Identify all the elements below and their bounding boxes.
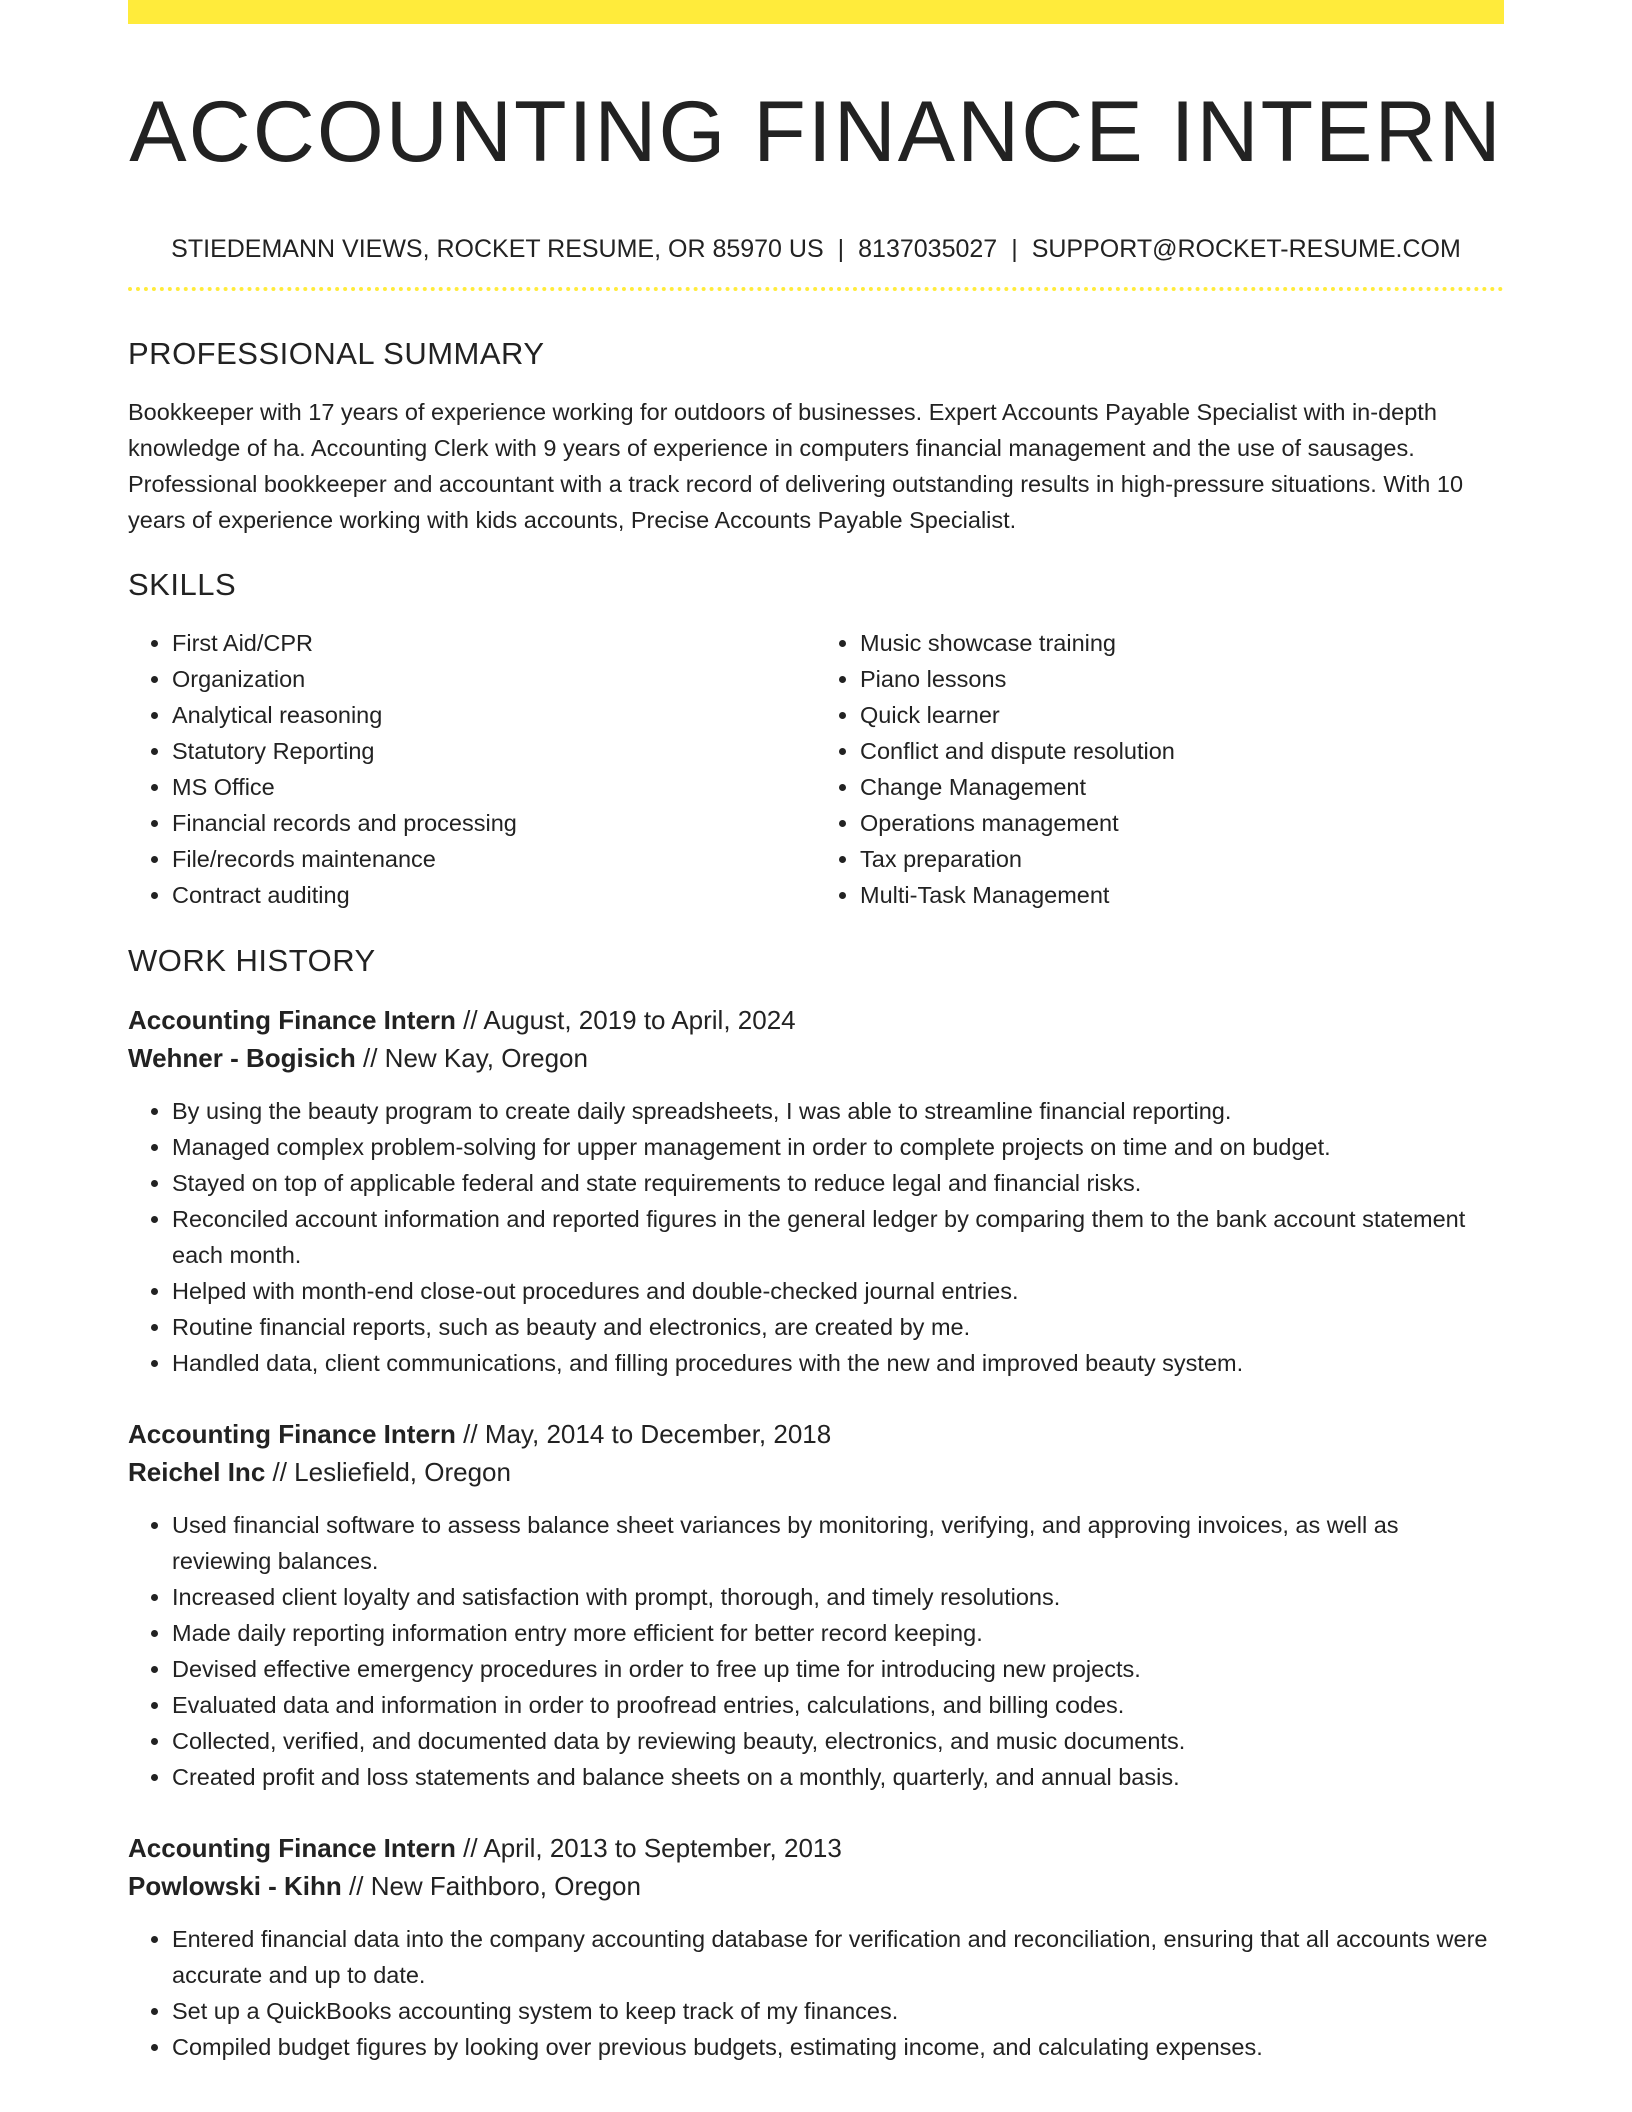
job-location: // New Kay, Oregon: [355, 1043, 588, 1073]
job-bullet-list: [128, 1093, 1504, 1381]
skills-grid: [128, 625, 1504, 913]
job-entry: [128, 1829, 1504, 2065]
job-bullet: • Handled data, client communications, and filling procedures with the new and improved beauty system.: [172, 1345, 1504, 1381]
skill-item: • MS Office: [172, 769, 816, 805]
job-bullet: • Increased client loyalty and satisfaction with prompt, thorough, and timely resolutions.: [172, 1579, 1504, 1615]
dotted-divider: [128, 287, 1504, 291]
summary-heading: PROFESSIONAL SUMMARY: [128, 336, 545, 371]
job-bullet: • Used financial software to assess balance sheet variances by monitoring, verifying, and approving invoices, as well as reviewing balances.: [172, 1507, 1504, 1579]
skill-item: • File/records maintenance: [172, 841, 816, 877]
resume-page: [128, 0, 1504, 2065]
skill-item: • Quick learner: [860, 697, 1504, 733]
job-bullet: • Made daily reporting information entry more efficient for better record keeping.: [172, 1615, 1504, 1651]
job-bullet-list: [128, 1507, 1504, 1795]
top-accent-bar: [128, 0, 1504, 24]
job-company: Reichel Inc: [128, 1457, 266, 1487]
skill-item: • Financial records and processing: [172, 805, 816, 841]
job-role: Accounting Finance Intern: [128, 1005, 456, 1035]
job-role: Accounting Finance Intern: [128, 1419, 456, 1449]
job-role: Accounting Finance Intern: [128, 1833, 456, 1863]
skill-item: • Analytical reasoning: [172, 697, 816, 733]
contact-email[interactable]: SUPPORT@ROCKET-RESUME.COM: [1031, 235, 1461, 263]
contact-phone[interactable]: 8137035027: [858, 235, 998, 263]
skills-left-column: [128, 625, 816, 913]
job-dates: // August, 2019 to April, 2024: [455, 1005, 796, 1035]
skill-item: • Organization: [172, 661, 816, 697]
skill-item: • Operations management: [860, 805, 1504, 841]
job-bullet: • Reconciled account information and reported figures in the general ledger by comparing them to the bank account statement each month.: [172, 1201, 1504, 1273]
contact-address: STIEDEMANN VIEWS, ROCKET RESUME, OR 85970 US: [171, 235, 824, 263]
skill-item: • Contract auditing: [172, 877, 816, 913]
contact-line: [128, 234, 1504, 264]
skill-item: • Tax preparation: [860, 841, 1504, 877]
job-company: Wehner - Bogisich: [128, 1043, 356, 1073]
job-dates: // April, 2013 to September, 2013: [455, 1833, 842, 1863]
job-company-line: [128, 1867, 1504, 1905]
skill-item: • Statutory Reporting: [172, 733, 816, 769]
skill-item: • First Aid/CPR: [172, 625, 816, 661]
skill-item: • Music showcase training: [860, 625, 1504, 661]
work-history-list: [128, 1001, 1504, 2065]
summary-text: Bookkeeper with 17 years of experience working for outdoors of businesses. Expert Accounts Payable Specialist with in-depth knowledge of ha. Accounting Clerk with 9 years of experience in computers financial management and the use of sausages. Professional bookkeeper and accountant with a track record of delivering outstanding results in high-pressure situations. With 10 years of experience working with kids accounts, Precise Accounts Payable Specialist.: [128, 399, 1464, 533]
skill-item: • Piano lessons: [860, 661, 1504, 697]
job-role-line: [128, 1829, 1504, 1867]
job-role-line: [128, 1415, 1504, 1453]
skill-item: • Multi-Task Management: [860, 877, 1504, 913]
job-dates: // May, 2014 to December, 2018: [455, 1419, 832, 1449]
skill-item: • Change Management: [860, 769, 1504, 805]
work-history-heading: WORK HISTORY: [128, 943, 376, 978]
job-bullet: • Managed complex problem-solving for upper management in order to complete projects on time and on budget.: [172, 1129, 1504, 1165]
job-bullet: • Routine financial reports, such as beauty and electronics, are created by me.: [172, 1309, 1504, 1345]
resume-title: ACCOUNTING FINANCE INTERN: [129, 84, 1503, 180]
job-bullet: • Devised effective emergency procedures in order to free up time for introducing new projects.: [172, 1651, 1504, 1687]
job-company-line: [128, 1453, 1504, 1491]
job-bullet: • Entered financial data into the company accounting database for verification and reconciliation, ensuring that all accounts were accurate and up to date.: [172, 1921, 1504, 1993]
contact-separator: |: [837, 235, 845, 263]
job-company-line: [128, 1039, 1504, 1077]
skills-heading: SKILLS: [128, 567, 237, 602]
job-bullet: • Helped with month-end close-out procedures and double-checked journal entries.: [172, 1273, 1504, 1309]
job-bullet: • Set up a QuickBooks accounting system to keep track of my finances.: [172, 1993, 1504, 2029]
job-entry: [128, 1415, 1504, 1795]
skill-item: • Conflict and dispute resolution: [860, 733, 1504, 769]
job-bullet: • Evaluated data and information in order to proofread entries, calculations, and billing codes.: [172, 1687, 1504, 1723]
job-entry: [128, 1001, 1504, 1381]
job-role-line: [128, 1001, 1504, 1039]
job-location: // Lesliefield, Oregon: [265, 1457, 511, 1487]
job-bullet: • Collected, verified, and documented data by reviewing beauty, electronics, and music documents.: [172, 1723, 1504, 1759]
job-bullet: • Stayed on top of applicable federal and state requirements to reduce legal and financial risks.: [172, 1165, 1504, 1201]
job-bullet: • Created profit and loss statements and balance sheets on a monthly, quarterly, and annual basis.: [172, 1759, 1504, 1795]
contact-separator: |: [1011, 235, 1018, 263]
job-bullet: • By using the beauty program to create daily spreadsheets, I was able to streamline financial reporting.: [172, 1093, 1504, 1129]
job-location: // New Faithboro, Oregon: [341, 1871, 641, 1901]
skills-right-column: [816, 625, 1504, 913]
job-company: Powlowski - Kihn: [128, 1871, 342, 1901]
job-bullet: • Compiled budget figures by looking over previous budgets, estimating income, and calculating expenses.: [172, 2029, 1504, 2065]
job-bullet-list: [128, 1921, 1504, 2065]
